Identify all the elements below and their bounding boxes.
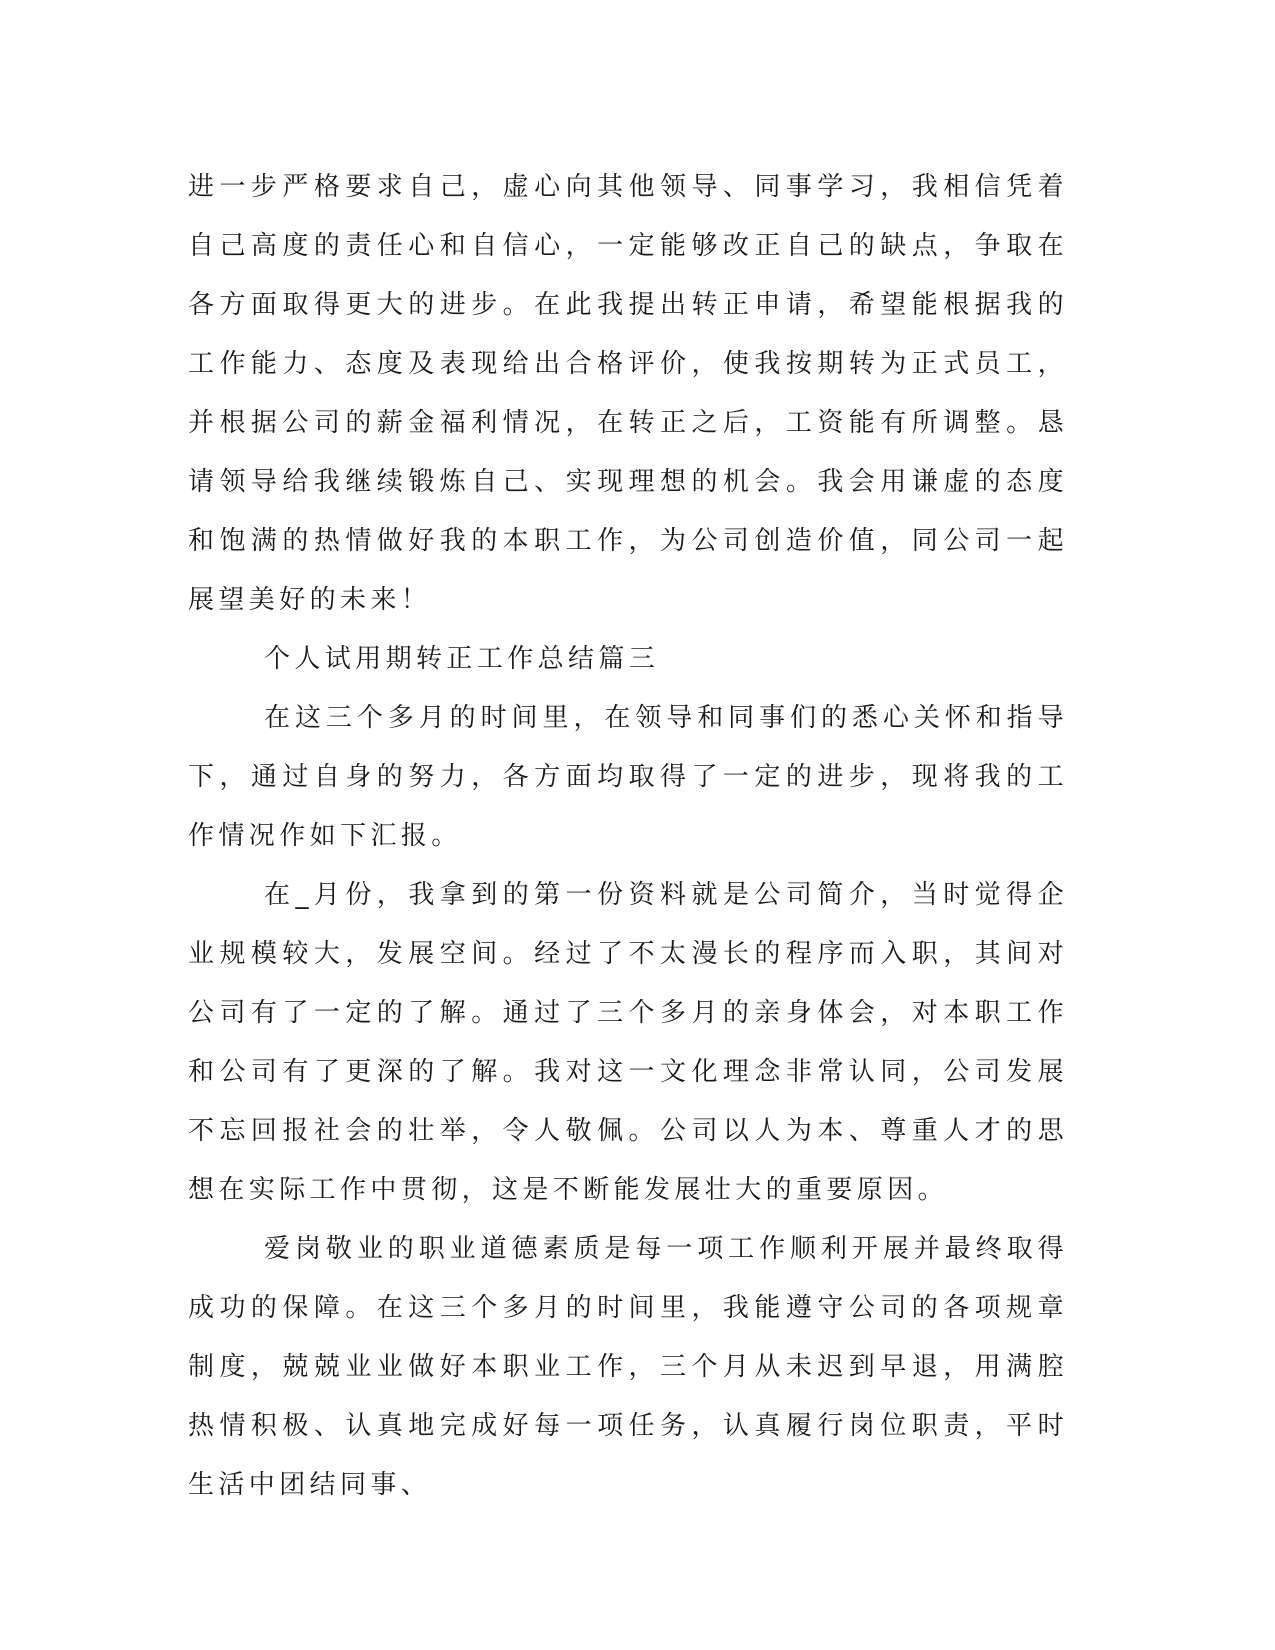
paragraph-closing-request: 进一步严格要求自己，虚心向其他领导、同事学习，我相信凭着自己高度的责任心和自信心，一定能够改正自己的缺点，争取在各方面取得更大的进步。在此我提出转正申请，希望能根据我的工作能力、态度及表现给出合格评价，使我按期转为正式员工，并根据公司的薪金福利情况，在转正之后，工资能有所调整。恳请领导给我继续锻炼自己、实现理想的机会。我会用谦虚的态度和饱满的热情做好我的本职工作，为公司创造价值，同公司一起展望美好的未来！ [188,172,1068,615]
section-heading: 个人试用期转正工作总结篇三 [264,644,660,674]
document-body [188,158,1068,1515]
paragraph-work-ethic: 爱岗敬业的职业道德素质是每一项工作顺利开展并最终取得成功的保障。在这三个多月的时间里，我能遵守公司的各项规章制度，兢兢业业做好本职业工作，三个月从未迟到早退，用满腔热情积极、认真地完成好每一项任务，认真履行岗位职责，平时生活中团结同事、 [188,1234,1068,1500]
paragraph-company-overview: 在_月份，我拿到的第一份资料就是公司简介，当时觉得企业规模较大，发展空间。经过了不太漫长的程序而入职，其间对公司有了一定的了解。通过了三个多月的亲身体会，对本职工作和公司有了更深的了解。我对这一文化理念非常认同，公司发展不忘回报社会的壮举，令人敬佩。公司以人为本、尊重人才的思想在实际工作中贯彻，这是不断能发展壮大的重要原因。 [188,880,1068,1205]
paragraph-intro: 在这三个多月的时间里，在领导和同事们的悉心关怀和指导下，通过自身的努力，各方面均取得了一定的进步，现将我的工作情况作如下汇报。 [188,703,1068,851]
